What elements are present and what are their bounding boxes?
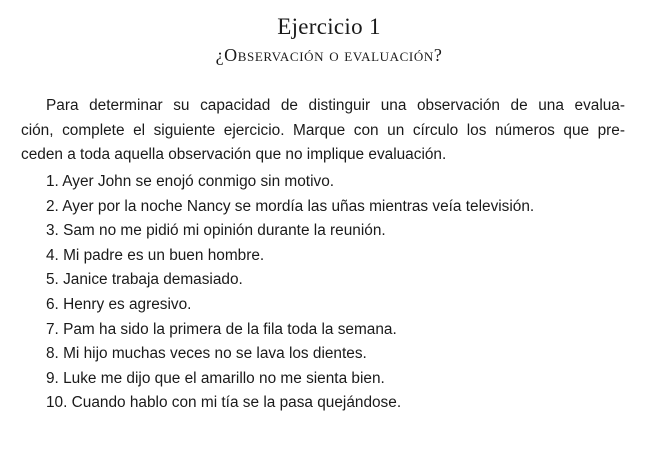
list-item: 5. Janice trabaja demasiado. [46,271,243,289]
intro-line: ción, complete el siguiente ejercicio. Marque con un círculo los números que pre- [21,121,625,139]
exercise-title: Ejercicio 1 [277,14,381,39]
list-item: 7. Pam ha sido la primera de la fila toda la semana. [46,320,397,338]
intro-line: Para determinar su capacidad de distinguir una observación de una evalua- [46,97,625,114]
list-item: 2. Ayer por la noche Nancy se mordía las uñas mientras veía televisión. [46,197,535,215]
intro-paragraph [21,94,625,168]
list-item: 6. Henry es agresivo. [46,295,192,313]
list-item: 9. Luke me dijo que el amarillo no me sienta bien. [46,369,385,387]
intro-line: ceden a toda aquella observación que no implique evaluación. [21,146,447,163]
exercise-subtitle: ¿Observación o evaluación? [215,45,443,65]
exercise-list [46,170,636,416]
list-item: 10. Cuando hablo con mi tía se la pasa quejándose. [46,394,402,412]
list-item: 1. Ayer John se enojó conmigo sin motivo. [46,173,335,190]
list-item: 3. Sam no me pidió mi opinión durante la reunión. [46,222,386,240]
list-item: 4. Mi padre es un buen hombre. [46,246,265,264]
list-item: 8. Mi hijo muchas veces no se lava los dientes. [46,345,367,363]
